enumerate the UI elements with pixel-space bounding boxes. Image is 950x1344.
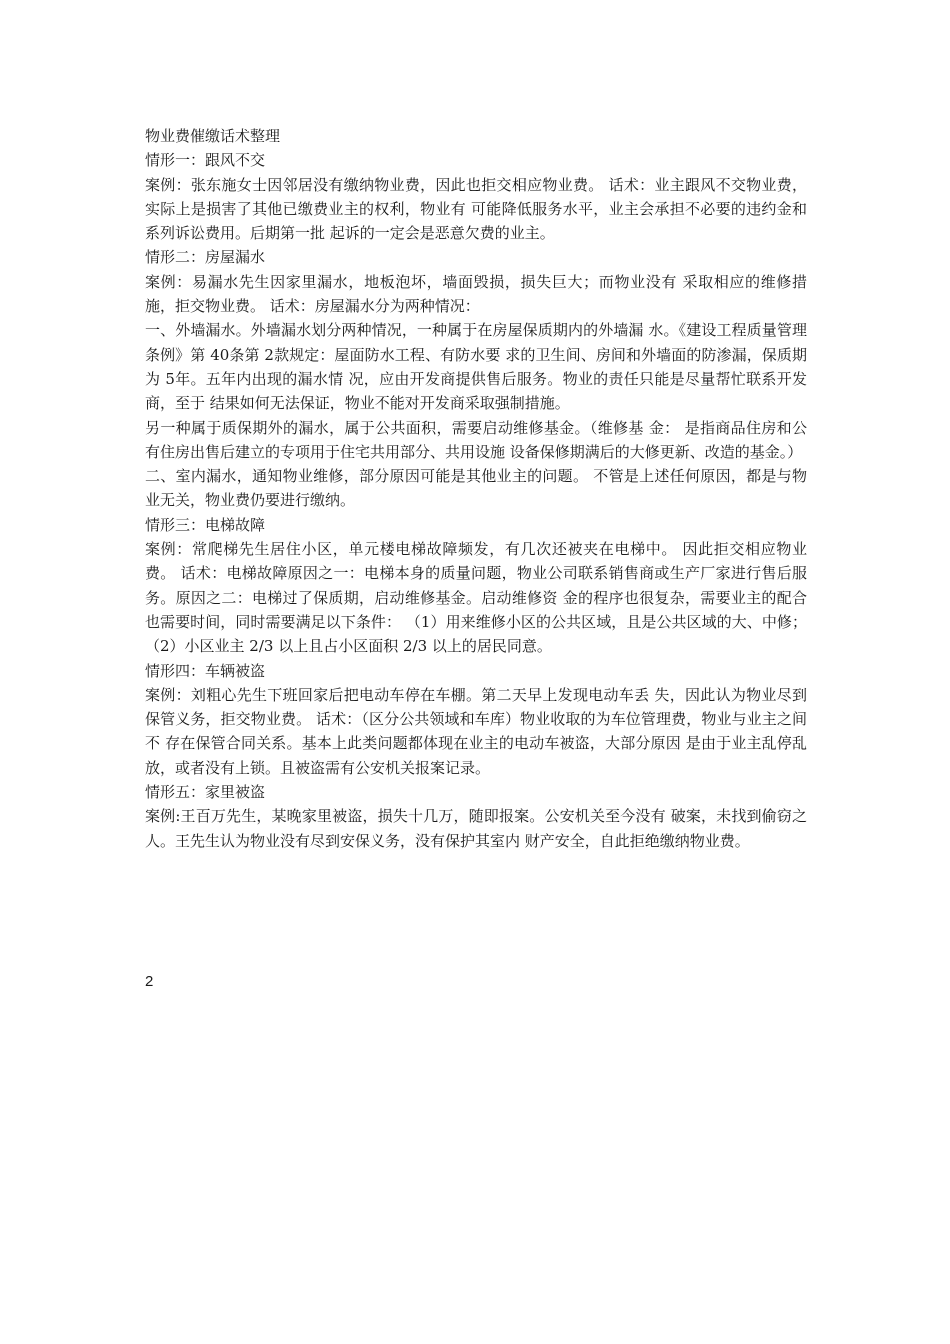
document-title: 物业费催缴话术整理 — [145, 127, 281, 145]
heading-case-3: 情形三：电梯故障 — [145, 515, 266, 534]
paragraph-exterior-leak: 一、外墙漏水。外墙漏水划分两种情况，一种属于在房屋保质期内的外墙漏 水。《建设工程质量管理条例》第 40条第 2款规定：屋面防水工程、有防水要 求的卫生间、房间和外墙面的防渗漏，保质期为 5年。五年内出现的漏水情 况，应由开发商提供售后服务。物业的责任只能是尽量帮忙联系开发商，至于 结果如何无法保证，物业不能对开发商采取强制措施。 — [145, 321, 807, 413]
paragraph-case-5: 案例:王百万先生，某晚家里被盗，损失十几万，随即报案。公安机关至今没有 破案，未找到偷窃之人。王先生认为物业没有尽到安保义务，没有保护其室内 财产安全，自此拒绝缴纳物业费。 — [145, 807, 807, 850]
heading-case-5: 情形五：家里被盗 — [145, 783, 266, 802]
heading-case-1: 情形一：跟风不交 — [145, 151, 266, 170]
heading-case-4: 情形四：车辆被盗 — [145, 661, 266, 680]
paragraph-maintenance-fund: 另一种属于质保期外的漏水，属于公共面积，需要启动维修基金。（维修基 金： 是指商品住房和公有住房出售后建立的专项用于住宅共用部分、共用设施 设备保修期满后的大修更新、改造的基金。） — [145, 418, 807, 461]
heading-case-2: 情形二：房屋漏水 — [145, 248, 266, 267]
paragraph-case-4: 案例：刘粗心先生下班回家后把电动车停在车棚。第二天早上发现电动车丢 失，因此认为物业尽到保管义务，拒交物业费。 话术：（区分公共领域和车库）物业收取的为车位管理费，物业与业主之间不 存在保管合同关系。基本上此类问题都体现在业主的电动车被盗，大部分原因 是由于业主乱停乱放，或者没有上锁。且被盗需有公安机关报案记录。 — [145, 685, 807, 777]
page-number: 2 — [145, 973, 154, 990]
document-body — [145, 124, 807, 853]
paragraph-interior-leak: 二、室内漏水，通知物业维修，部分原因可能是其他业主的问题。 不管是上述任何原因，都是与物业无关，物业费仍要进行缴纳。 — [145, 467, 807, 510]
paragraph-case-2: 案例：易漏水先生因家里漏水，地板泡坏，墙面毁损，损失巨大；而物业没有 采取相应的维修措施，拒交物业费。 话术：房屋漏水分为两种情况： — [145, 272, 807, 316]
paragraph-case-1: 案例：张东施女士因邻居没有缴纳物业费，因此也拒交相应物业费。 话术：业主跟风不交物业费，实际上是损害了其他已缴费业主的权利，物业有 可能降低服务水平，业主会承担不必要的违约金和系列诉讼费用。后期第一批 起诉的一定会是恶意欠费的业主。 — [145, 175, 807, 243]
paragraph-case-3: 案例：常爬梯先生居住小区，单元楼电梯故障频发，有几次还被夹在电梯中。 因此拒交相应物业费。 话术：电梯故障原因之一：电梯本身的质量问题，物业公司联系销售商或生产厂家进行售后服务。原因之二：电梯过了保质期，启动维修基金。启动维修资 金的程序也很复杂，需要业主的配合也需要时间，同时需要满足以下条件： （1）用来维修小区的公共区域，且是公共区域的大、中修；（2）小区业主 2/3 以上且占小区面积 2/3 以上的居民同意。 — [145, 540, 807, 656]
